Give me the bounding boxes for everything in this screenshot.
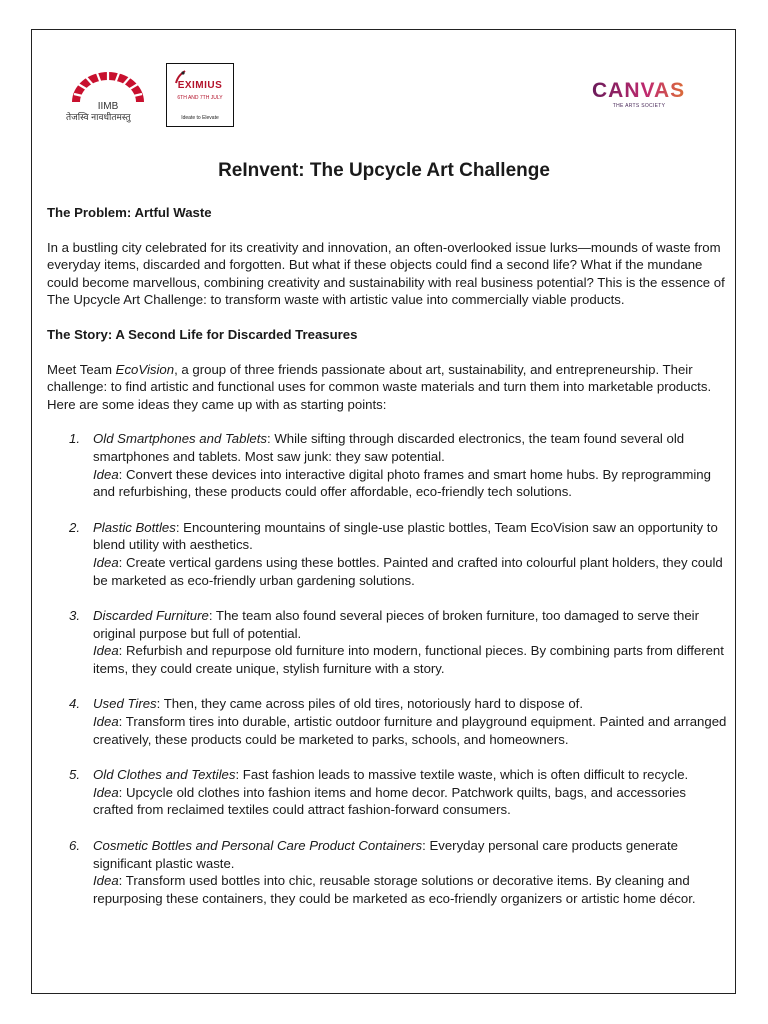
idea-label: Idea xyxy=(93,554,119,570)
item-name: Discarded Furniture xyxy=(93,608,209,624)
ideas-list xyxy=(47,430,727,907)
iimb-motto: तेजस्वि नावधीतमस्तु xyxy=(66,112,131,122)
item-name: Old Clothes and Textiles xyxy=(93,767,236,783)
item-name: Used Tires xyxy=(93,696,157,712)
list-item: 2. Plastic Bottles: Encountering mountains of single-use plastic bottles, Team EcoVision saw an opportunity to blend utility with aesthetics. Idea: Create vertical gardens using these bottles. Painted and crafted into colourful plant holders, they could be marketed as eco-friendly urban gardening solutions. xyxy=(69,519,723,588)
canvas-logo-subtitle: THE ARTS SOCIETY xyxy=(612,103,666,109)
document-body xyxy=(47,204,727,925)
item-name: Plastic Bottles xyxy=(93,519,176,535)
idea-label: Idea xyxy=(93,873,119,889)
item-name: Cosmetic Bottles and Personal Care Product Containers xyxy=(93,838,423,854)
idea-label: Idea xyxy=(93,784,119,800)
document-title: ReInvent: The Upcycle Art Challenge xyxy=(218,160,550,181)
list-item: 4. Used Tires: Then, they came across piles of old tires, notoriously hard to dispose of. Idea: Transform tires into durable, artistic outdoor furniture and playground equipment. Painted and arranged creatively, these products could be marketed to parks, schools, and homeowners. xyxy=(69,696,727,747)
list-item: 6. Cosmetic Bottles and Personal Care Product Containers: Everyday personal care products generate significant plastic waste. Idea: Transform used bottles into chic, reusable storage solutions or decorative items. By cleaning and repurposing these containers, they could be marketed as eco-friendly organizers or artistic home décor. xyxy=(69,838,696,906)
item-name: Old Smartphones and Tablets xyxy=(93,431,267,447)
idea-label: Idea xyxy=(93,466,119,482)
idea-label: Idea xyxy=(93,643,119,659)
problem-paragraph: In a bustling city celebrated for its creativity and innovation, an often-overlooked issue lurks—mounds of waste from everyday items, discarded and forgotten. But what if these objects could find a second life? What if the mundane could become marvellous, combining creativity and sustainability with real business potential? This is the essence of The Upcycle Art Challenge: to transform waste with artistic value into commercially viable products. xyxy=(47,239,725,308)
list-item: 1. Old Smartphones and Tablets: While sifting through discarded electronics, the team found several old smartphones and tablets. Most saw junk: they saw potential. Idea: Convert these devices into interactive digital photo frames and smart home hubs. By reprogramming and refurbishing, these products could offer affordable, eco-friendly tech solutions. xyxy=(69,431,711,500)
iimb-logo-text: IIMB xyxy=(97,101,119,112)
problem-heading: The Problem: Artful Waste xyxy=(47,205,212,220)
canvas-logo xyxy=(592,80,692,109)
canvas-logo-text: CANVAS xyxy=(592,80,692,102)
story-heading: The Story: A Second Life for Discarded Treasures xyxy=(47,326,358,342)
list-item: 5. Old Clothes and Textiles: Fast fashion leads to massive textile waste, which is often difficult to recycle. Idea: Upcycle old clothes into fashion items and home decor. Patchwork quilts, bags, and accessories crafted from reclaimed textiles could attract fashion-forward consumers. xyxy=(69,767,689,818)
team-name: EcoVision xyxy=(115,361,175,377)
eximius-title: EXIMIUS xyxy=(177,80,223,91)
eximius-logo xyxy=(166,63,234,127)
story-paragraph: Meet Team EcoVision, a group of three friends passionate about art, sustainability, and entrepreneurship. Their challenge: to find artistic and functional uses for common waste materials and turn them into marketable products. Here are some ideas they came up with as starting points: xyxy=(47,361,712,412)
eximius-date: 6TH AND 7TH JULY xyxy=(177,95,223,101)
idea-label: Idea xyxy=(93,714,119,730)
list-item: 3. Discarded Furniture: The team also found several pieces of broken furniture, too damaged to serve their original purpose but full of potential. Idea: Refurbish and repurpose old furniture into modern, functional pieces. By combining parts from different items, they could create unique, stylish furniture with a story. xyxy=(69,608,724,676)
eximius-tagline: Ideate to Elevate xyxy=(181,115,219,121)
